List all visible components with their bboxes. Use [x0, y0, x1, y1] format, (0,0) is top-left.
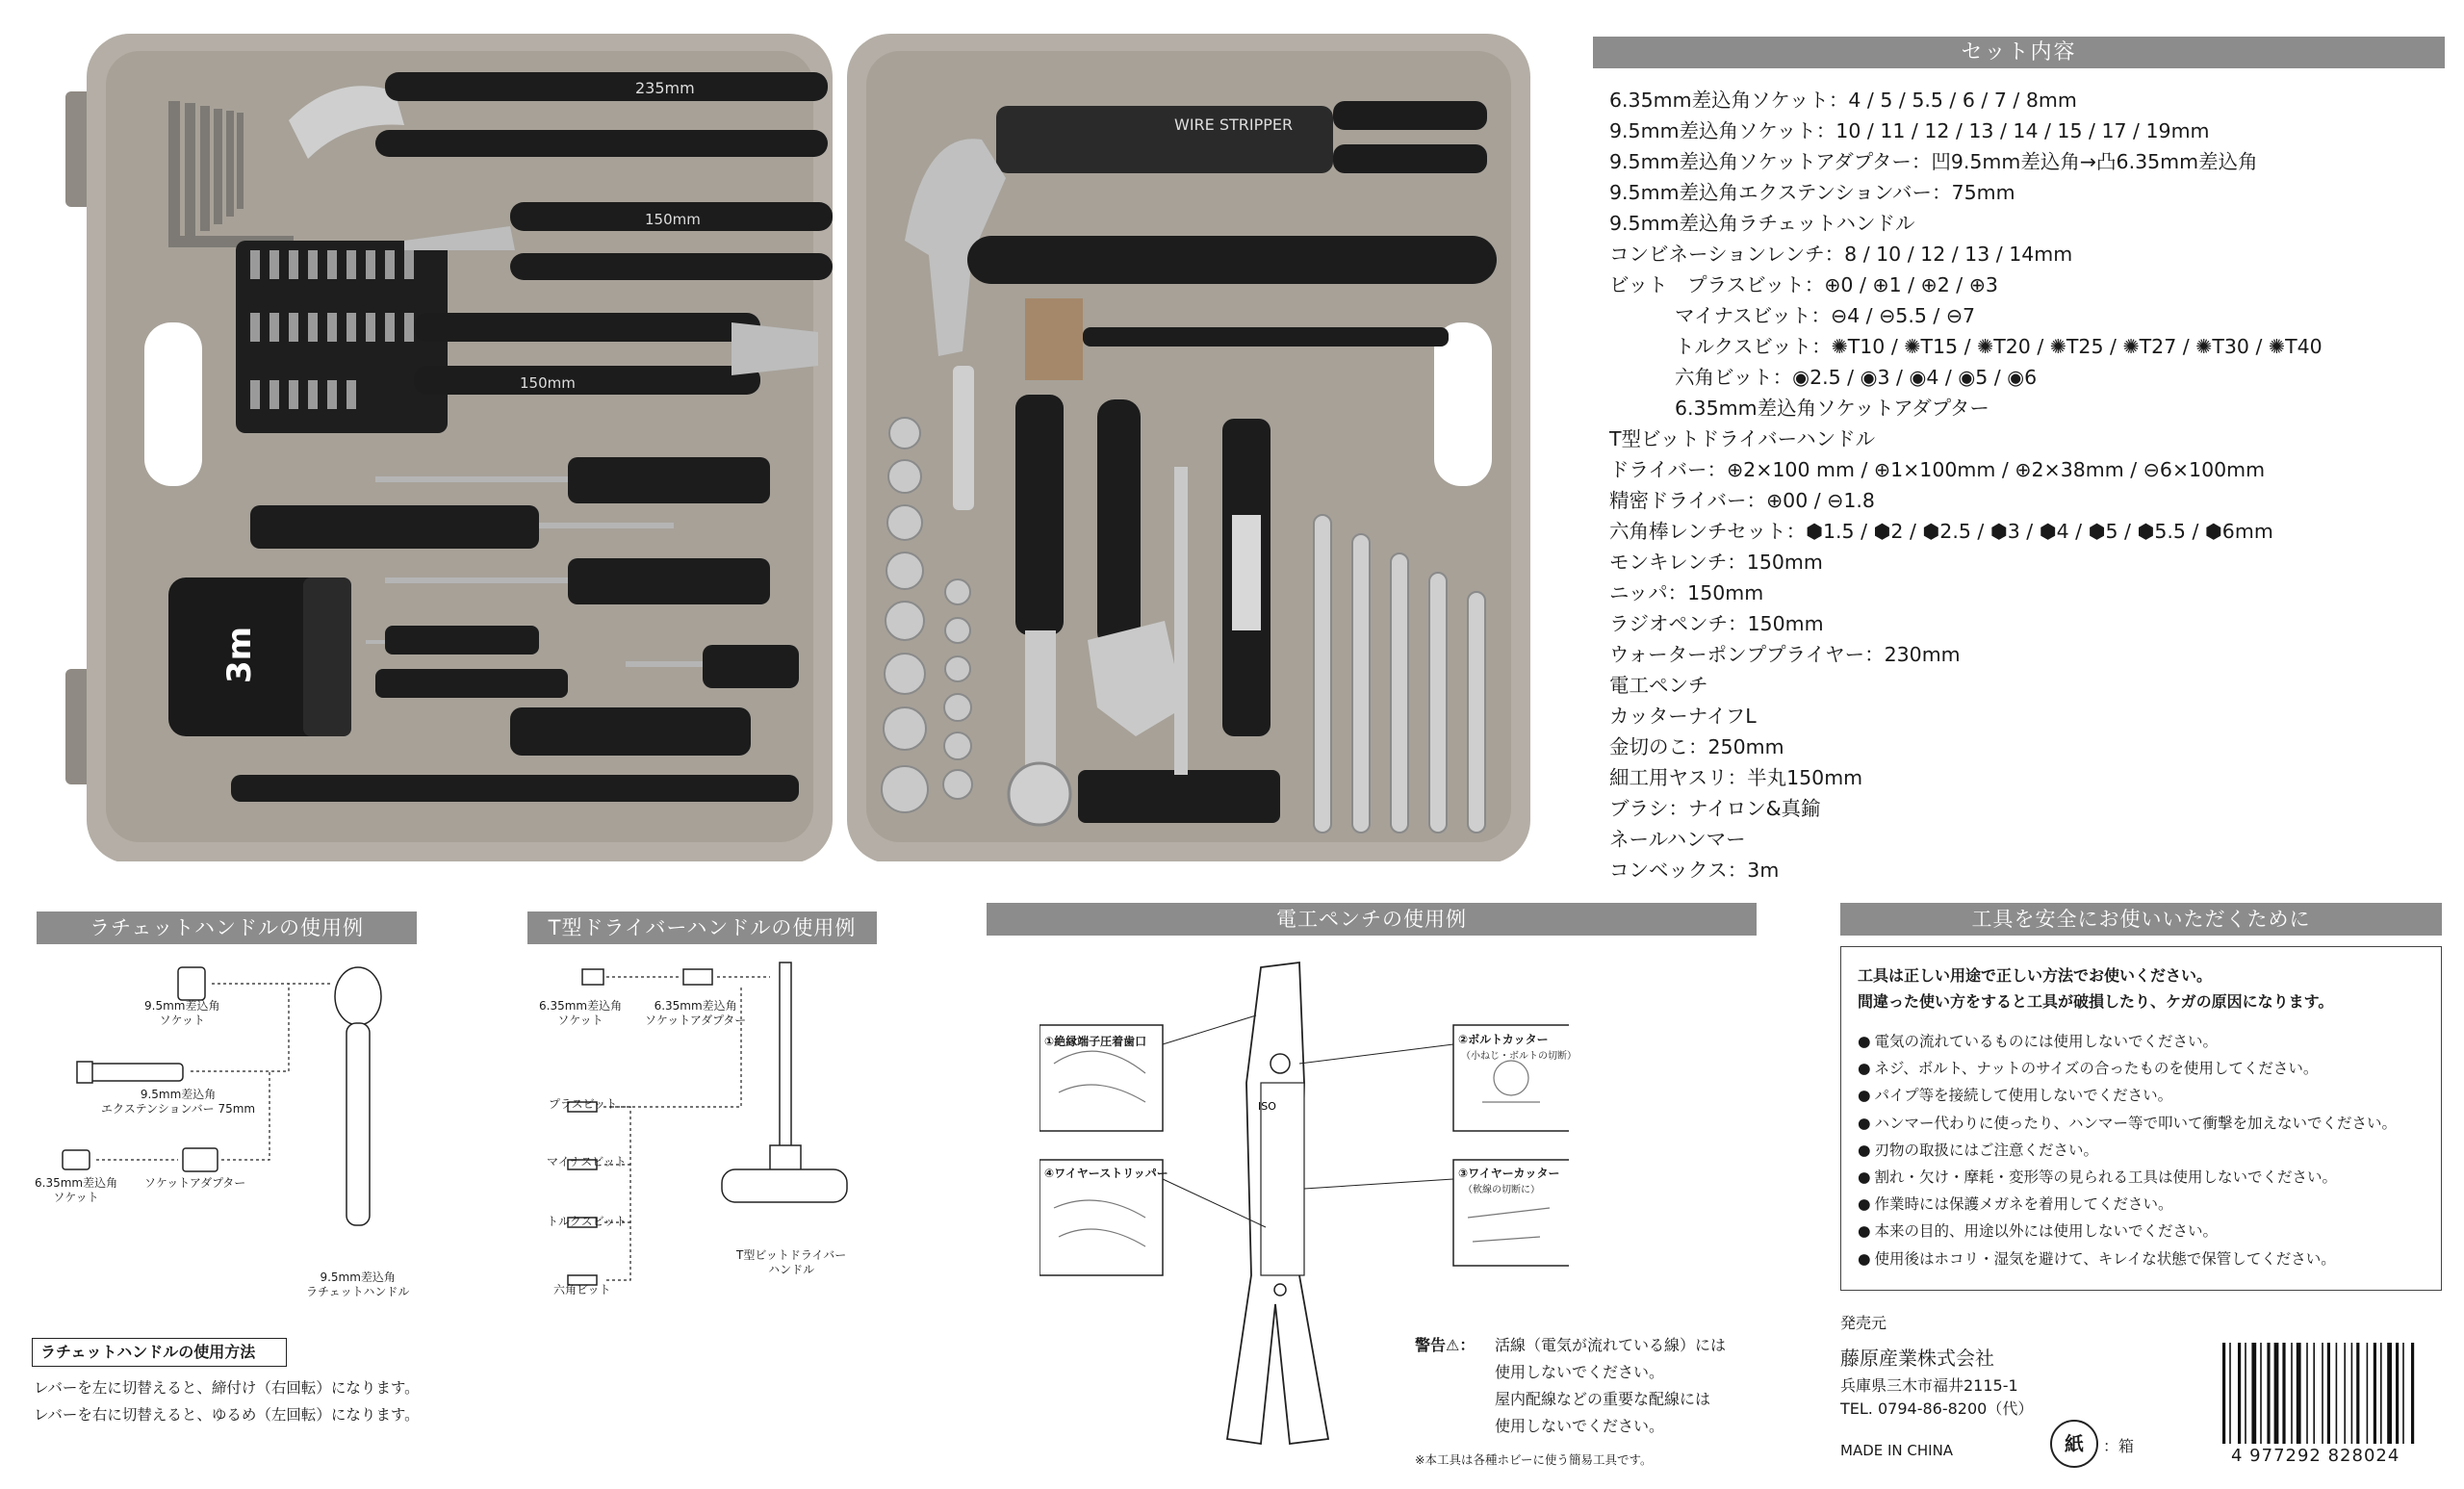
spec-item: 9.5mm差込角エクステンションバー：75mm: [1609, 181, 2015, 204]
label-socket-95: 9.5mm差込角 ソケット: [144, 999, 220, 1027]
spec-item: カッターナイフL: [1609, 705, 1757, 728]
barcode-bar: [2396, 1343, 2399, 1444]
barcode-bar: [2322, 1343, 2323, 1444]
callout-bolt-cutter-sub: （小ねじ・ボルトの切断）: [1461, 1051, 1577, 1062]
spec-item: ドライバー：⊕2×100 mm / ⊕1×100mm / ⊕2×38mm / ⊖6×100mm: [1609, 458, 2266, 481]
ratchet-method-line1: レバーを左に切替えると、締付け（右回転）になります。: [34, 1379, 420, 1397]
barcode-bar: [2411, 1343, 2414, 1444]
paper-recycle-icon: [2050, 1420, 2098, 1468]
warning-line3: 屋内配線などの重要な配線には: [1495, 1390, 1711, 1408]
label-socket-635: 6.35mm差込角 ソケット: [35, 1176, 118, 1204]
svg-text:ISO: ISO: [1258, 1100, 1276, 1113]
callout-crimp: ①絶縁端子圧着歯口: [1044, 1035, 1147, 1048]
svg-text:3m: 3m: [220, 626, 259, 683]
spec-item: 9.5mm差込角ソケットアダプター：凹9.5mm差込角→凸6.35mm差込角: [1609, 150, 2258, 173]
label-socket-adapter: ソケットアダプター: [144, 1176, 246, 1190]
cutter-knife: [1222, 419, 1270, 736]
safety-item: ● ハンマー代わりに使ったり、ハンマー等で叩いて衝撃を加えないでください。: [1858, 1110, 2397, 1137]
bit-holder: [236, 241, 448, 433]
tool-case-photo: [58, 34, 1540, 861]
barcode-bar: [2313, 1343, 2315, 1444]
spec-item: コンビネーションレンチ：8 / 10 / 12 / 13 / 14mm: [1609, 243, 2073, 266]
safety-section-header: 工具を安全にお使いいただくために: [1840, 903, 2442, 936]
spec-item: ニッパ：150mm: [1609, 581, 1764, 604]
made-in: MADE IN CHINA: [1840, 1442, 1954, 1459]
barcode-bar: [2402, 1343, 2404, 1444]
ratchet-method-title: ラチェットハンドルの使用方法: [32, 1338, 287, 1367]
barcode-bar: [2306, 1343, 2308, 1444]
spec-item: ウォーターポンププライヤー：230mm: [1609, 643, 1961, 666]
safety-item: ● 電気の流れているものには使用しないでください。: [1858, 1028, 2397, 1055]
callout-wire-cutter: ③ワイヤーカッター: [1458, 1167, 1560, 1180]
spec-item: ブラシ：ナイロン&真鍮: [1609, 797, 1821, 820]
paper-recycle-mark: 紙: [2065, 1432, 2084, 1455]
barcode-bar: [2260, 1343, 2262, 1444]
callout-wire-cutter-sub: （軟線の切断に）: [1463, 1185, 1540, 1195]
ratchet-method-line2: レバーを右に切替えると、ゆるめ（左回転）になります。: [34, 1406, 420, 1424]
safety-item: ● 本来の目的、用途以外には使用しないでください。: [1858, 1218, 2397, 1245]
barcode-bar: [2327, 1343, 2330, 1444]
spec-item: 6.35mm差込角ソケット：4 / 5 / 5.5 / 6 / 7 / 8mm: [1609, 89, 2077, 112]
spec-list: [1609, 85, 2447, 886]
barcode-bar: [2282, 1343, 2285, 1444]
tdriver-label-handle: T型ビットドライバー ハンドル: [736, 1248, 847, 1276]
warning-line4: 使用しないでください。: [1495, 1417, 1665, 1435]
barcode-bar: [2380, 1343, 2382, 1444]
spec-item: 9.5mm差込角ソケット：10 / 11 / 12 / 13 / 14 / 15 / 17 / 19mm: [1609, 119, 2210, 142]
barcode-bar: [2367, 1343, 2369, 1444]
spec-header: セット内容: [1593, 37, 2445, 68]
tdriver-label-plus: プラスビット: [549, 1097, 618, 1111]
barcode-bar: [2251, 1343, 2256, 1444]
safety-intro-line2: 間違った使い方をすると工具が破損したり、ケガの原因になります。: [1858, 992, 2334, 1011]
tdriver-label-minus: マイナスビット: [547, 1155, 627, 1168]
warning-line2: 使用しないでください。: [1495, 1363, 1665, 1381]
barcode-bar: [2291, 1343, 2293, 1444]
safety-intro: [1858, 963, 2333, 1014]
spec-item: 精密ドライバー：⊕00 / ⊖1.8: [1609, 489, 1875, 512]
handle-cutout-left: [144, 322, 202, 486]
svg-text:150mm: 150mm: [520, 374, 576, 392]
spec-item: 電工ペンチ: [1609, 674, 1708, 697]
barcode-bar: [2356, 1343, 2359, 1444]
vendor-label: 発売元: [1840, 1314, 1887, 1332]
label-extension-bar: 9.5mm差込角 エクステンションバー 75mm: [101, 1088, 256, 1116]
barcode-bar: [2297, 1343, 2301, 1444]
barcode-bar: [2267, 1343, 2270, 1444]
label-ratchet-handle: 9.5mm差込角 ラチェットハンドル: [306, 1271, 410, 1298]
safety-intro-line1: 工具は正しい用途で正しい方法でお使いください。: [1858, 966, 2213, 985]
warning-line1: 活線（電気が流れている線）には: [1495, 1336, 1727, 1354]
warning-label: 警告⚠：: [1415, 1336, 1476, 1354]
hacksaw: [231, 775, 799, 802]
svg-text:150mm: 150mm: [645, 211, 701, 228]
barcode-bar: [2229, 1343, 2231, 1444]
safety-list: [1858, 1028, 2397, 1272]
safety-item: ● 刃物の取扱にはご注意ください。: [1858, 1137, 2397, 1164]
barcode-bar: [2351, 1343, 2353, 1444]
spec-item: 金切のこ：250mm: [1609, 735, 1784, 758]
tdriver-label-torx: トルクスビット: [547, 1215, 628, 1228]
spec-item: ラジオペンチ：150mm: [1609, 612, 1824, 635]
electric-section-header: 電工ペンチの使用例: [987, 903, 1757, 936]
svg-text:235mm: 235mm: [635, 79, 695, 97]
barcode-bar: [2238, 1343, 2241, 1444]
ratchet-diagram: [29, 948, 433, 1314]
callout-bolt-cutter: ②ボルトカッター: [1458, 1033, 1549, 1046]
tape-measure: [168, 578, 351, 736]
spec-item: 6.35mm差込角ソケットアダプター: [1675, 397, 1989, 420]
tdriver-section-header: T型ドライバーハンドルの使用例: [527, 911, 877, 944]
spec-item: ネールハンマー: [1609, 828, 1746, 851]
safety-item: ● パイプ等を接続して使用しないでください。: [1858, 1082, 2397, 1109]
barcode-bar: [2336, 1343, 2338, 1444]
spec-item: トルクスビット：✺T10 / ✺T15 / ✺T20 / ✺T25 / ✺T27 / ✺T30 / ✺T40: [1675, 335, 2323, 358]
barcode-bar: [2245, 1343, 2246, 1444]
vendor-tel: TEL. 0794-86-8200（代）: [1840, 1399, 2034, 1418]
t-handle: [1078, 770, 1280, 823]
barcode-bar: [2374, 1343, 2376, 1444]
spec-item: T型ビットドライバーハンドル: [1609, 427, 1876, 450]
spec-item: コンベックス：3m: [1609, 859, 1780, 882]
spec-item: 細工用ヤスリ：半丸150mm: [1609, 766, 1863, 789]
tdriver-label-hex: 六角ビット: [553, 1283, 611, 1296]
spec-item: 六角ビット：◉2.5 / ◉3 / ◉4 / ◉5 / ◉6: [1675, 366, 2038, 389]
barcode-bar: [2222, 1343, 2225, 1444]
hobby-note: ※本工具は各種ホビーに使う簡易工具です。: [1415, 1452, 1653, 1467]
safety-item: ● 作業時には保護メガネを着用してください。: [1858, 1191, 2397, 1218]
vendor-company: 藤原産業株式会社: [1840, 1347, 1994, 1370]
spec-item: マイナスビット：⊖4 / ⊖5.5 / ⊖7: [1675, 304, 1976, 327]
spec-item: 六角棒レンチセット：⬢1.5 / ⬢2 / ⬢2.5 / ⬢3 / ⬢4 / ⬢5 / ⬢5.5 / ⬢6mm: [1609, 520, 2273, 543]
barcode-bar: [2274, 1343, 2279, 1444]
file: [510, 707, 751, 756]
spec-item: ビット プラスビット：⊕0 / ⊕1 / ⊕2 / ⊕3: [1609, 273, 1998, 296]
safety-item: ● 割れ・欠け・摩耗・変形等の見られる工具は使用しないでください。: [1858, 1164, 2397, 1191]
paper-recycle-sub: ：箱: [2103, 1437, 2135, 1455]
barcode: [2219, 1343, 2445, 1449]
safety-item: ● ネジ、ボルト、ナットのサイズの合ったものを使用してください。: [1858, 1055, 2397, 1082]
tdriver-label-socket: 6.35mm差込角 ソケット: [539, 999, 623, 1027]
safety-item: ● 使用後はホコリ・湿気を避けて、キレイな状態で保管してください。: [1858, 1245, 2397, 1272]
spec-item: 9.5mm差込角ラチェットハンドル: [1609, 212, 1915, 235]
barcode-bar: [2387, 1343, 2392, 1444]
ratchet-section-header: ラチェットハンドルの使用例: [37, 911, 417, 944]
extension-bar: [953, 366, 974, 510]
vendor-address: 兵庫県三木市福井2115-1: [1840, 1376, 2018, 1395]
callout-wire-stripper: ④ワイヤーストリッパー: [1044, 1167, 1168, 1180]
handle-cutout-right: [1434, 322, 1492, 486]
spec-item: モンキレンチ：150mm: [1609, 551, 1823, 574]
svg-text:WIRE STRIPPER: WIRE STRIPPER: [1174, 116, 1294, 134]
tdriver-label-adapter: 6.35mm差込角 ソケットアダプター: [645, 999, 747, 1027]
barcode-bar: [2344, 1343, 2346, 1444]
barcode-number: 4 977292 828024: [2231, 1446, 2400, 1466]
brush: [1025, 298, 1083, 380]
